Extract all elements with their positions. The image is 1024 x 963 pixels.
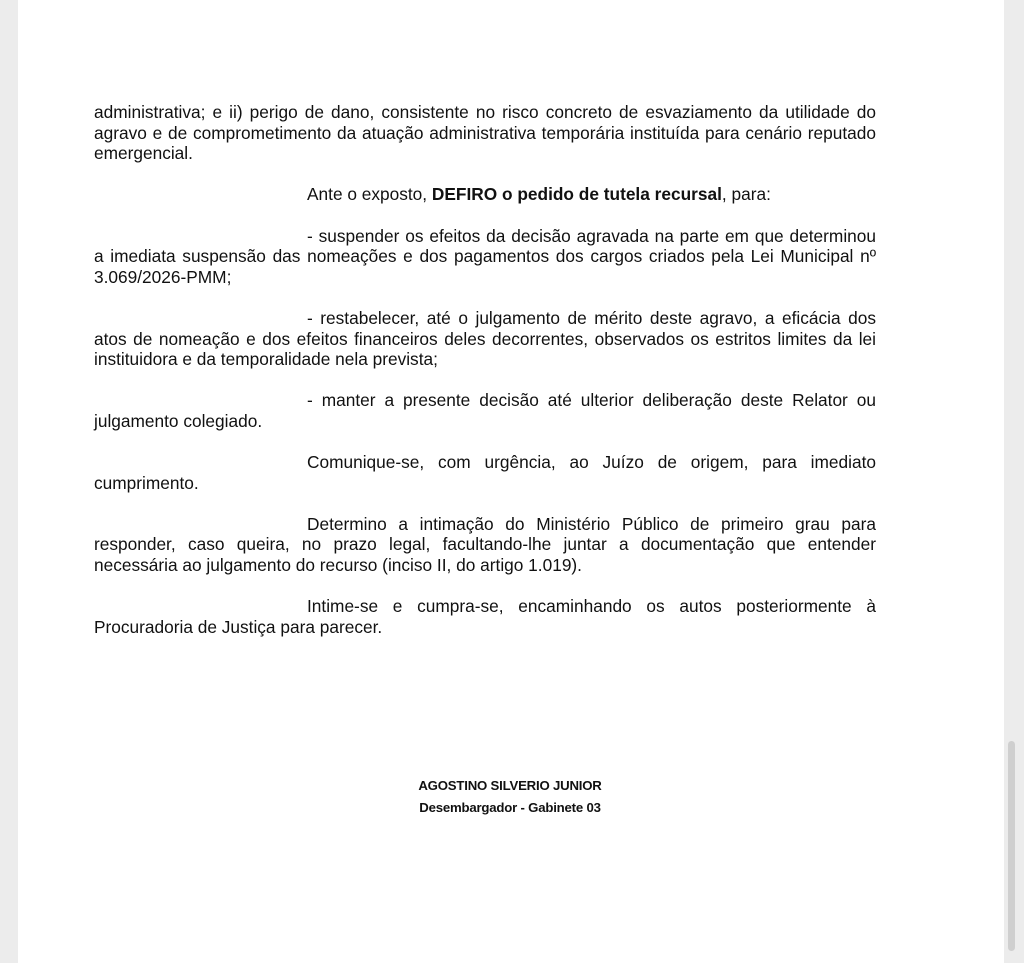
signature-title: Desembargador - Gabinete 03 xyxy=(419,800,601,815)
scrollbar-thumb[interactable] xyxy=(1008,741,1015,951)
paragraph-text: , para: xyxy=(721,184,771,205)
paragraph-restabelecer: - restabelecer, até o julgamento de mérito deste agravo, a eficácia dos atos de nomeação e dos efeitos financeiros deles decorrentes, observados os estritos limites da lei instituidora e da temporalidade nela prevista; xyxy=(94,307,876,370)
document-page xyxy=(18,0,1004,963)
signature-name: AGOSTINO SILVERIO JUNIOR xyxy=(418,778,602,793)
paragraph-manter: - manter a presente decisão até ulterior deliberação deste Relator ou julgamento colegiado. xyxy=(94,390,876,431)
paragraph-text: Ante o exposto, xyxy=(307,184,432,205)
paragraph-ante-o-exposto xyxy=(94,184,876,205)
vertical-scrollbar[interactable] xyxy=(1008,0,1016,963)
paragraph-determino: Determino a intimação do Ministério Público de primeiro grau para responder, caso queira, no prazo legal, facultando-lhe juntar a documentação que entender necessária ao julgamento do recurso (inciso II, do artigo 1.019). xyxy=(94,513,876,576)
paragraph-comunique-se: Comunique-se, com urgência, ao Juízo de origem, para imediato cumprimento. xyxy=(94,452,876,493)
document-body xyxy=(94,102,876,637)
paragraph-intime-se: Intime-se e cumpra-se, encaminhando os autos posteriormente à Procuradoria de Justiça para parecer. xyxy=(94,596,876,637)
paragraph-perigo-de-dano: administrativa; e ii) perigo de dano, consistente no risco concreto de esvaziamento da utilidade do agravo e de comprometimento da atuação administrativa temporária instituída para cenário reputado emergencial. xyxy=(94,102,876,164)
signature-block xyxy=(394,775,626,819)
decision-bold-text: DEFIRO o pedido de tutela recursal xyxy=(431,184,722,205)
paragraph-suspender: - suspender os efeitos da decisão agravada na parte em que determinou a imediata suspensão das nomeações e dos pagamentos dos cargos criados pela Lei Municipal nº 3.069/2026-PMM; xyxy=(94,225,876,287)
